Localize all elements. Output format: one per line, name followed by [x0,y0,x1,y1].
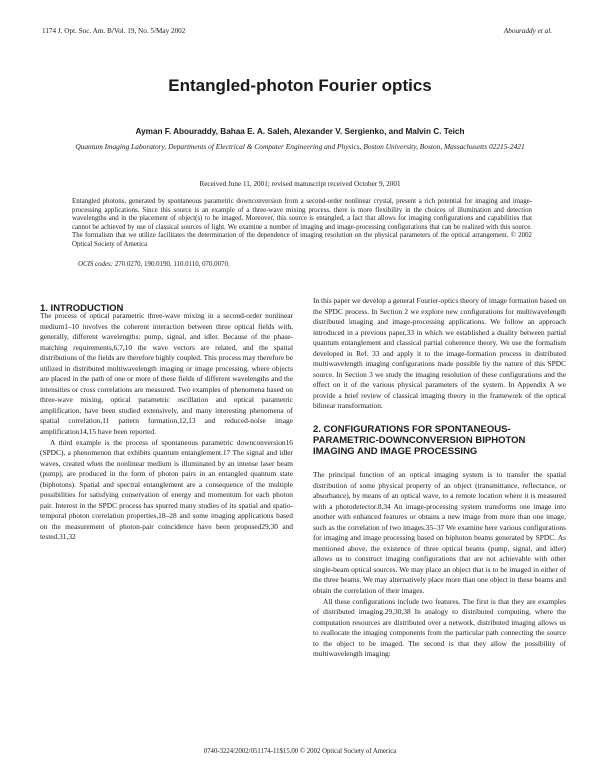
section-2-body [313,470,566,660]
page-title: Entangled-photon Fourier optics [168,76,432,95]
ocis-code-list: 270.0270, 190.0190, 110.0110, 070.0070. [114,261,230,268]
received-dates: Received June 11, 2001; revised manuscript received October 9, 2001 [199,180,401,188]
ocis-codes [78,261,230,268]
left-column [40,311,293,543]
ocis-label: OCIS codes: [78,261,114,268]
abstract: Entangled photons, generated by spontaneous parametric downconversion from a second-order nonlinear crystal, present a rich potential for imaging and image-processing applications. Since this source is an example of a three-wave mixing process, there is more flexibility in the choices of illumination and detection wavelengths and in the placement of object(s) to be imaged. Moreover, this source is entangled, a fact that allows for imaging configurations and capabilities that cannot be achieved by use of classical sources of light. We examine a number of imaging and image-processing configurations that can be realized with this source. The formalism that we utilize facilitates the determination of the dependence of imaging resolution on the physical parameters of the optical arrangement. © 2002 Optical Society of America [72,198,532,248]
right-column [313,296,566,412]
running-header-right: Abouraddy et al. [503,27,552,35]
affiliation: Quantum Imaging Laboratory, Departments of Electrical & Computer Engineering and Physics, Boston University, Boston, Massachusetts 02215-2421 [75,142,525,151]
intro-paragraph-2: A third example is the process of spontaneous parametric downconversion16 (SPDC), a phenomenon that exhibits quantum entanglement.17 The signal and idler waves, created when the nonlinear medium is illuminated by an intense laser beam (pump), are produced in the form of photon pairs in an entangled quantum state (biphotons). Spatial and spectral entanglement are a consequence of the multiple possibilities for satisfying conservation of energy and momentum for each photon pair. Interest in the SPDC process has spurred many studies of its spatial and spatio-temporal photon correlation properties,18–28 and some imaging applications based on the measurement of photon-pair coincidence have been proposed29,30 and tested.31,32 [40,437,293,542]
section-2-heading: 2. CONFIGURATIONS FOR SPONTANEOUS-PARAMETRIC-DOWNCONVERSION BIPHOTON IMAGING AND IMAGE PROCESSING [313,424,526,458]
author-list: Ayman F. Abouraddy, Bahaa E. A. Saleh, Alexander V. Sergienko, and Malvin C. Teich [135,127,465,136]
config-paragraph-1: The principal function of an optical imaging system is to transfer the spatial distribution of some physical property of an object (transmittance, reflectance, or absorbance), by means of an optical wave, to a remote location where it is measured with a photodetector.8,34 An image-processing system transforms one image into another with enhanced features or obtains a new image from more than one image, such as the correlation of two images.35–37 We examine here various configurations for imaging and image processing based on biphoton beams generated by SPDC. As mentioned above, the existence of three optical beams (pump, signal, and idler) allows us to construct imaging configurations that are not achievable with other single-beam optical sources. We may place an object that is to be imaged in either of the three beams. We may alternatively place more than one object in these beams and obtain the correlation of their images. [313,470,566,596]
config-paragraph-2: All these configurations include two features. The first is that they are examples of distributed imaging.29,30,38 In analogy to distributed computing, where the computation resources are distributed over a network, distributed imaging allows us to reallocate the imaging components from the particular path connecting the source to the object to be imaged. The second is that they allow the possibility of multiwavelength imaging: [313,596,566,659]
running-header-left: 1174 J. Opt. Soc. Am. B/Vol. 19, No. 5/May 2002 [42,27,186,35]
intro-paragraph-1: The process of optical parametric three-wave mixing in a second-order nonlinear medium1–10 involves the coherent interaction between three optical fields with, generally, different wavelengths: pump, signal, and idler. Because of the phase-matching requirements,6,7,10 the wave vectors are related, and the spatial distributions of the fields are therefore highly coupled. This process may therefore be utilized in distributed multiwavelength imaging or image processing, where objects are placed in the path of one or more of these fields of different wavelengths and the intensities or cross correlations are measured. Two examples of phenomena based on three-wave mixing, optical parametric oscillation and optical parametric amplification, have been studied extensively, and many interesting phenomena of spatial correlation,11 pattern formation,12,13 and reduced-noise image amplification14,15 have been reported. [40,311,293,437]
footer-copyright: 0740-3224/2002/051174-11$15.00 © 2002 Optical Society of America [203,748,397,755]
intro-paragraph-3: In this paper we develop a general Fourier-optics theory of image formation based on the SPDC process. In Section 2 we explore new configurations for multiwavelength distributed imaging and image-processing applications. We follow an approach introduced in a previous paper,33 in which we established a duality between partial quantum entanglement and classical partial coherence theory. We use the formalism developed in Ref. 33 and apply it to the image-formation process in distributed multiwavelength imaging configurations made possible by the nature of this SPDC source. In Section 3 we study the imaging resolution of these configurations and the effect on it of the various physical parameters of the system. In Appendix A we provide a brief review of classical imaging theory in the framework of the optical bilinear transformation. [313,296,566,411]
section-1-heading: 1. INTRODUCTION [40,302,124,314]
